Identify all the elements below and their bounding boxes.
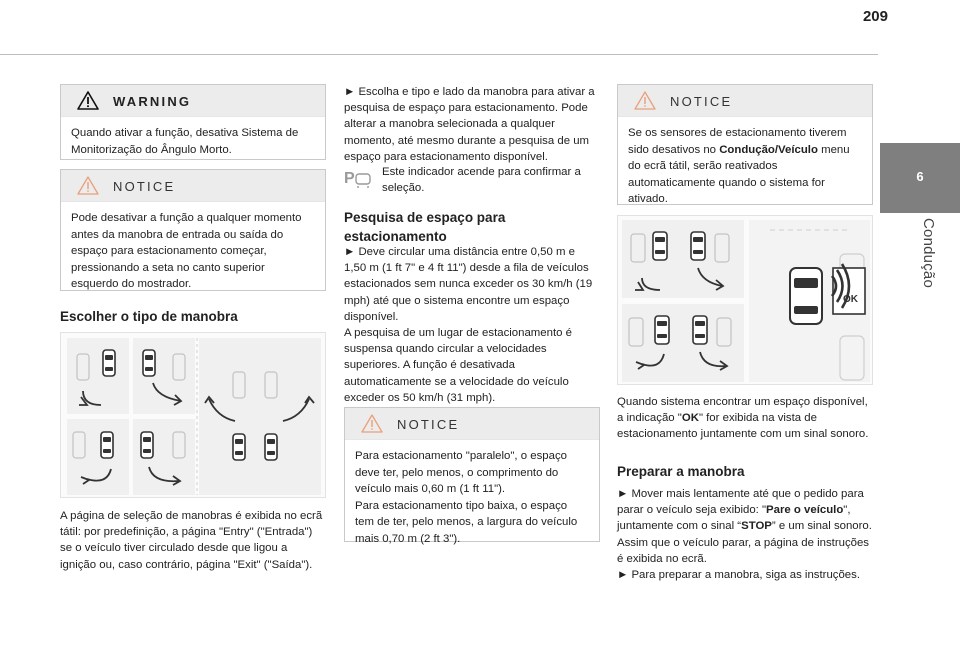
notice-box-3 <box>617 84 873 205</box>
top-rule <box>0 54 878 55</box>
parking-indicator-icon <box>342 166 374 190</box>
warning-header <box>61 85 325 117</box>
para-prepare-a: ► Mover mais lentamente até que o pedido para parar o veículo seja exibido: " <box>617 488 864 517</box>
indicator-text: Este indicador acende para confirmar a seleção. <box>382 166 581 195</box>
chapter-number: 6 <box>916 169 924 184</box>
parking-view-figure <box>617 215 873 385</box>
notice-text-3a: Se os sensores de estacionamento tiverem sido desativos no <box>628 127 847 156</box>
para-prepare-c: ", juntamente com o sinal “ <box>617 504 851 533</box>
para-ok-b: " for exibida na vista de estacionamento juntamente com um sinal sonoro. <box>617 412 869 441</box>
para-ok-indication <box>617 394 873 443</box>
maneuver-selection-figure <box>60 332 326 498</box>
notice-text-2: Para estacionamento "paralelo", o espaço deve ter, pelo menos, o comprimento do veículo mais 0,60 m (1 ft 11"). Para estacionamento tipo baixa, o espaço tem de ter, pelo menos, a largura do veículo mais 0,70 m (2 ft 3"). <box>355 450 578 545</box>
notice-text-3b: menu do ecrã tátil, serão reativados automaticamente quando o sistema for ativado. <box>628 143 850 205</box>
notice-text: Pode desativar a função a qualquer momento antes da manobra de entrada ou saída do espaço para estacionamento começar, pressionando a seta no canto superior esquerdo do mostrador. <box>71 212 302 290</box>
notice-header <box>61 170 325 202</box>
heading-prepare-maneuver: Preparar a manobra <box>617 464 745 479</box>
heading-search-space: Pesquisa de espaço para estacionamento <box>344 210 506 244</box>
warning-box <box>60 84 326 160</box>
notice-header-2 <box>345 408 599 440</box>
notice-icon <box>77 176 99 195</box>
chapter-tab[interactable] <box>880 143 960 213</box>
notice-label-3: NOTICE <box>670 94 733 109</box>
warning-icon <box>77 91 99 110</box>
para-ok-a: Quando sistema encontrar um espaço disponível, a indicação " <box>617 396 868 425</box>
notice-icon <box>361 414 383 433</box>
para-prepare-stop-msg: Pare o veículo <box>766 504 844 517</box>
notice-label-2: NOTICE <box>397 417 460 432</box>
notice-text-3 <box>618 117 872 216</box>
chapter-title: Condução <box>920 218 937 288</box>
para-choose-type: ► Escolha e tipo e lado da manobra para ativar a pesquisa de espaço para estacionamento. Pode alterar a manobra selecionada a qualquer momento, até mesmo durante a pesquisa de um espaço para estacionamento disponível. <box>344 86 595 163</box>
para-selection-page: A página de seleção de manobras é exibida no ecrã tátil: por predefinição, a página "Entry" ("Entrada") se o veículo tiver circulado desde que ligou a ignição ou, caso contrário, página "Exit" ("Saída"). <box>60 510 323 571</box>
para-ok-bold: OK <box>681 412 699 425</box>
para-search: ► Deve circular uma distância entre 0,50 m e 1,50 m (1 ft 7" e 4 ft 11") desde a fila de veículos estacionados sem nunca exceder os 30 km/h (19 mph) até que o sistema encontre um espaço disponível. A pesquisa de um lugar de estacionamento é suspensa quando circular a velocidades superiores. A função é desativada automaticamente se a velocidade do veículo exceder os 50 km/h (31 mph). <box>344 246 593 404</box>
heading-choose-maneuver: Escolher o tipo de manobra <box>60 309 238 324</box>
notice-text-3-menu: Condução/Veículo <box>719 143 818 156</box>
para-prepare-g: ► Para preparar a manobra, siga as instruções. <box>617 569 861 582</box>
notice-label: NOTICE <box>113 179 176 194</box>
notice-header-3 <box>618 85 872 117</box>
warning-text: Quando ativar a função, desativa Sistema de Monitorização do Ângulo Morto. <box>71 127 299 156</box>
notice-icon <box>634 91 656 110</box>
para-prepare-f: Assim que o veículo parar, a página de instruções é exibida no ecrã. <box>617 536 870 565</box>
para-prepare <box>617 486 875 583</box>
para-prepare-stop-sign: STOP <box>741 520 772 533</box>
page-number: 209 <box>862 8 888 25</box>
notice-box-1 <box>60 169 326 291</box>
notice-box-2 <box>344 407 600 545</box>
para-prepare-e: ” e um sinal sonoro. <box>771 520 872 533</box>
svg-text:P: P <box>344 170 355 187</box>
ok-label: OK <box>843 294 858 305</box>
warning-label: WARNING <box>113 94 192 109</box>
